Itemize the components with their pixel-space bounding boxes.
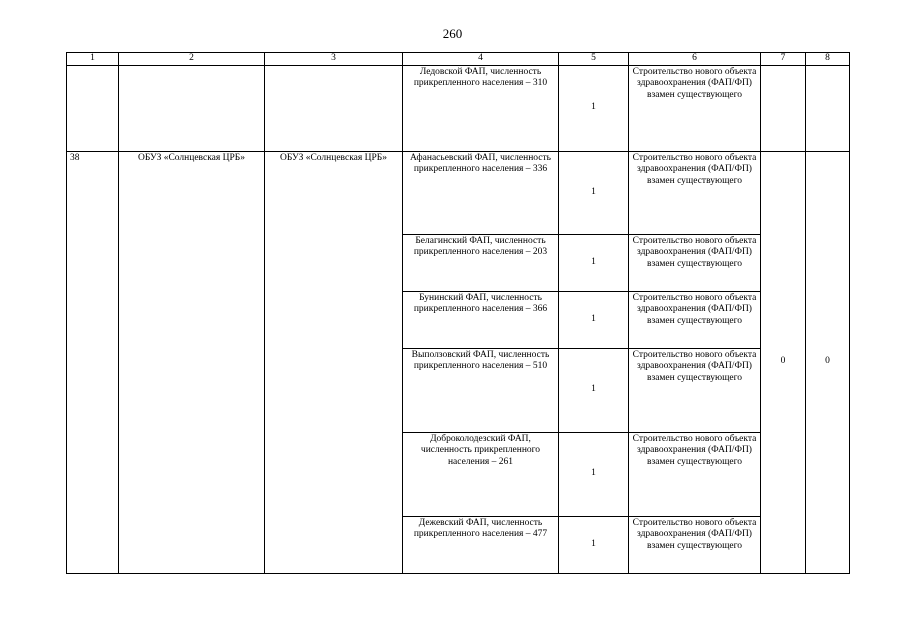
facility-cell: Бунинский ФАП, численность прикрепленного населения – 366 [403, 291, 559, 348]
column-header: 7 [761, 53, 806, 66]
action-cell: Строительство нового объекта здравоохранения (ФАП/ФП) взамен существующего [629, 65, 761, 151]
data-table [66, 52, 850, 574]
column-header: 4 [403, 53, 559, 66]
count-cell: 1 [559, 151, 629, 234]
column-header: 1 [67, 53, 119, 66]
table-cell [806, 65, 850, 151]
column-header: 5 [559, 53, 629, 66]
column-header: 6 [629, 53, 761, 66]
page-number: 260 [442, 26, 463, 41]
action-cell: Строительство нового объекта здравоохранения (ФАП/ФП) взамен существующего [629, 234, 761, 291]
facility-cell: Дежевский ФАП, численность прикрепленного населения – 477 [403, 516, 559, 573]
table-row [67, 65, 850, 151]
count-cell: 1 [559, 234, 629, 291]
action-cell: Строительство нового объекта здравоохранения (ФАП/ФП) взамен существующего [629, 151, 761, 234]
row-number-cell: 38 [67, 151, 119, 573]
facility-cell: Доброколодезский ФАП, численность прикрепленного населения – 261 [403, 432, 559, 516]
organization-cell: ОБУЗ «Солнцевская ЦРБ» [265, 151, 403, 573]
table-row [67, 151, 850, 234]
count-cell: 1 [559, 516, 629, 573]
action-cell: Строительство нового объекта здравоохранения (ФАП/ФП) взамен существующего [629, 291, 761, 348]
facility-cell: Ледовской ФАП, численность прикрепленного населения – 310 [403, 65, 559, 151]
column-header: 3 [265, 53, 403, 66]
table-cell [265, 65, 403, 151]
header-row [67, 53, 850, 66]
table-cell [119, 65, 265, 151]
action-cell: Строительство нового объекта здравоохранения (ФАП/ФП) взамен существующего [629, 432, 761, 516]
count-cell: 1 [559, 432, 629, 516]
count-cell: 1 [559, 65, 629, 151]
facility-cell: Выползовский ФАП, численность прикрепленного населения – 510 [403, 348, 559, 432]
count-cell: 1 [559, 348, 629, 432]
organization-cell: ОБУЗ «Солнцевская ЦРБ» [119, 151, 265, 573]
action-cell: Строительство нового объекта здравоохранения (ФАП/ФП) взамен существующего [629, 348, 761, 432]
column-header: 2 [119, 53, 265, 66]
column-header: 8 [806, 53, 850, 66]
value-cell-col7: 0 [761, 151, 806, 573]
table-cell [761, 65, 806, 151]
facility-cell: Афанасьевский ФАП, численность прикрепленного населения – 336 [403, 151, 559, 234]
table-cell [67, 65, 119, 151]
facility-cell: Белагинский ФАП, численность прикрепленного населения – 203 [403, 234, 559, 291]
count-cell: 1 [559, 291, 629, 348]
action-cell: Строительство нового объекта здравоохранения (ФАП/ФП) взамен существующего [629, 516, 761, 573]
value-cell-col8: 0 [806, 151, 850, 573]
